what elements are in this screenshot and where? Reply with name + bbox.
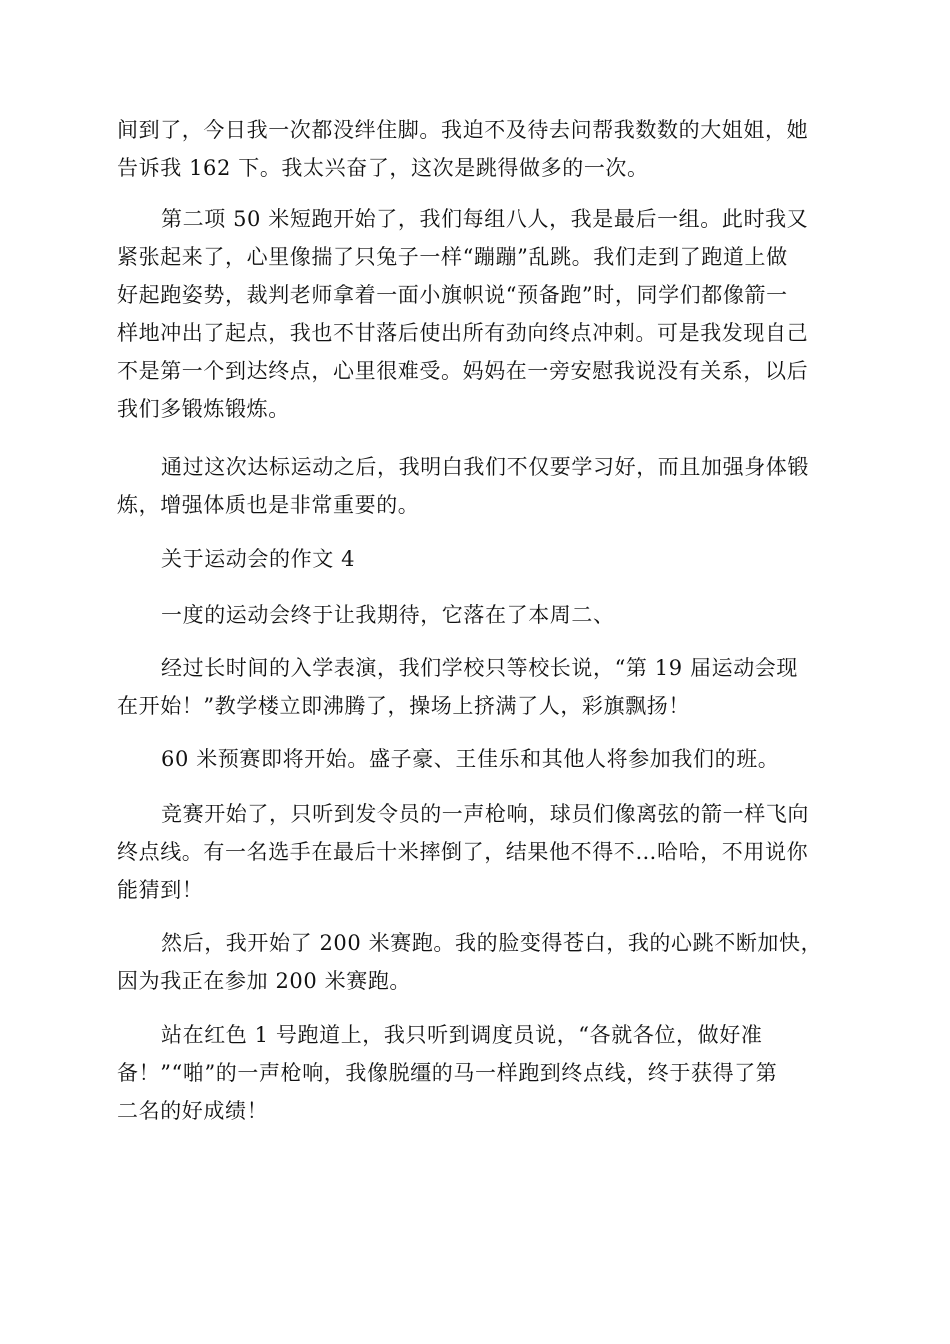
text-line: 然后，我开始了 200 米赛跑。我的脸变得苍白，我的心跳不断加快， [161,931,823,955]
paragraph-9 [117,1016,833,1130]
paragraph-7 [117,795,833,909]
paragraph-5 [117,649,833,725]
text-line: 第二项 50 米短跑开始了，我们每组八人，我是最后一组。此时我又 [161,207,809,231]
text-line: 间到了，今日我一次都没绊住脚。我迫不及待去问帮我数数的大姐姐，她 [117,118,809,142]
paragraph-8 [117,924,833,1000]
text-line: 因为我正在参加 200 米赛跑。 [117,969,412,993]
text-line: 竞赛开始了，只听到发令员的一声枪响，球员们像离弦的箭一样飞向 [161,802,809,826]
text-line: 通过这次达标运动之后，我明白我们不仅要学习好，而且加强身体锻 [161,455,809,479]
text-line: 站在红色 1 号跑道上，我只听到调度员说，“各就各位，做好准 [161,1023,763,1047]
text-line: 60 米预赛即将开始。盛子豪、王佳乐和其他人将参加我们的班。 [161,747,780,771]
text-line: 告诉我 162 下。我太兴奋了，这次是跳得做多的一次。 [117,156,649,180]
text-line: 我们多锻炼锻炼。 [117,397,290,421]
paragraph-6 [117,740,833,778]
text-line: 二名的好成绩！ [117,1099,269,1123]
text-line: 终点线。有一名选手在最后十米摔倒了，结果他不得不…哈哈，不用说你 [117,840,809,864]
text-line: 不是第一个到达终点，心里很难受。妈妈在一旁安慰我说没有关系，以后 [117,359,809,383]
paragraph-4 [117,596,833,634]
section-heading: 关于运动会的作文 4 [161,547,356,571]
text-line: 一度的运动会终于让我期待，它落在了本周二、 [161,603,615,627]
text-line: 备！”“啪”的一声枪响，我像脱缰的马一样跑到终点线，终于获得了第 [117,1061,778,1085]
text-line: 炼，增强体质也是非常重要的。 [117,493,420,517]
text-line: 在开始！”教学楼立即沸腾了，操场上挤满了人，彩旗飘扬！ [117,694,690,718]
text-line: 经过长时间的入学表演，我们学校只等校长说，“第 19 届运动会现 [161,656,799,680]
text-line: 好起跑姿势，裁判老师拿着一面小旗帜说“预备跑”时，同学们都像箭一 [117,283,788,307]
paragraph-2 [117,200,833,428]
paragraph-1 [117,111,833,187]
text-line: 能猜到！ [117,878,204,902]
text-line: 紧张起来了，心里像揣了只兔子一样“蹦蹦”乱跳。我们走到了跑道上做 [117,245,788,269]
text-line: 样地冲出了起点，我也不甘落后使出所有劲向终点冲刺。可是我发现自己 [117,321,809,345]
paragraph-3 [117,448,833,524]
section-heading-block [117,540,833,578]
